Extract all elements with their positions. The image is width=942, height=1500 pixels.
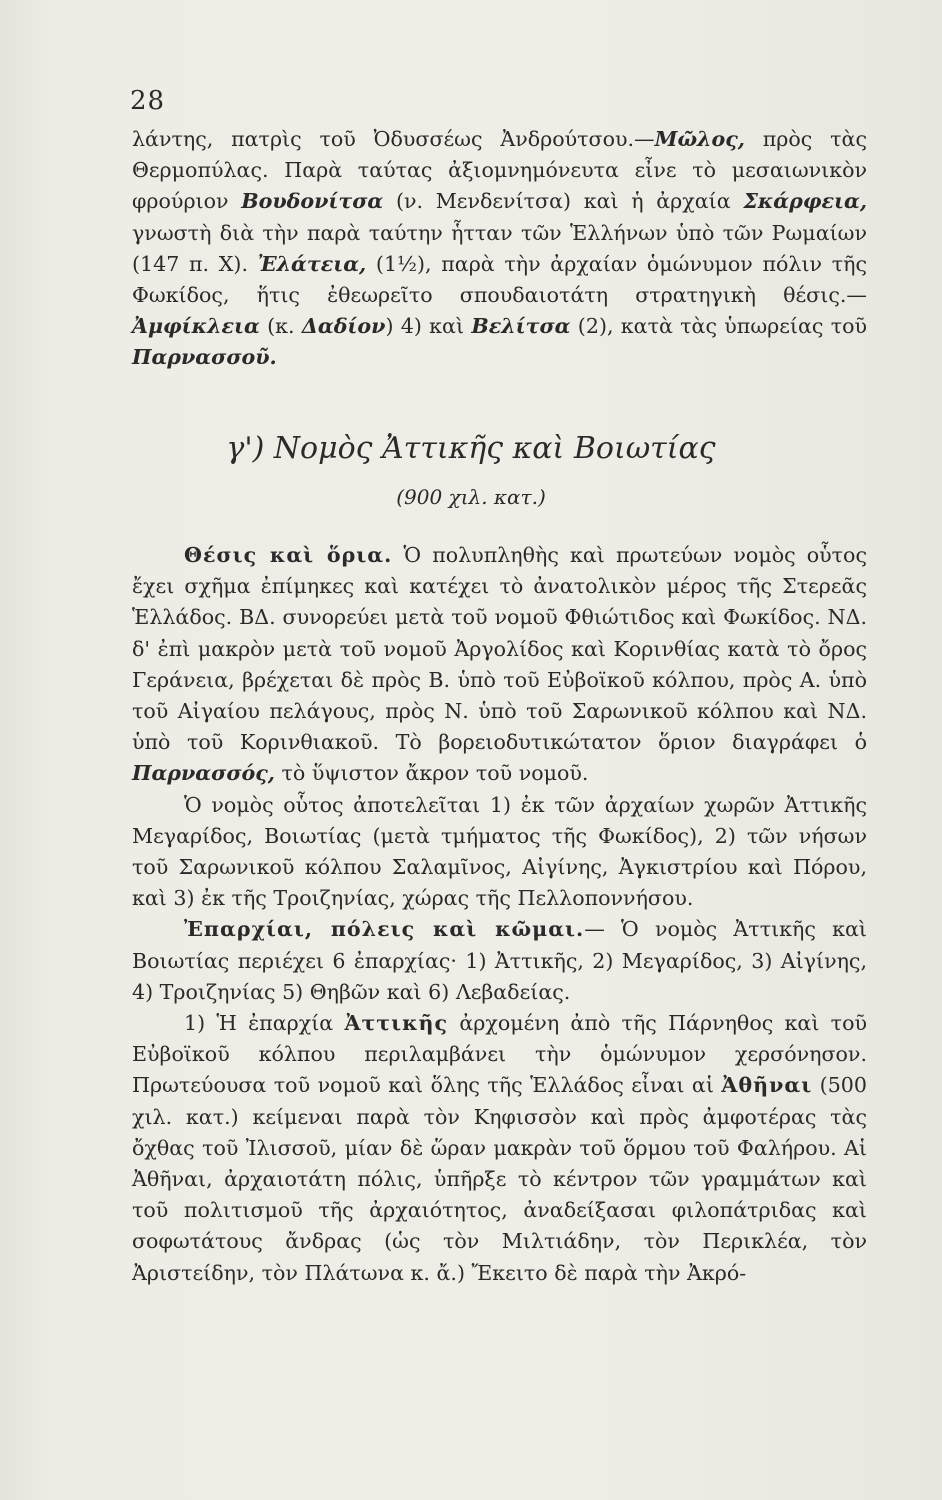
place-dadion: Δαδίον bbox=[301, 314, 386, 339]
intro-paragraph bbox=[132, 124, 867, 374]
text-run: Ὁ πολυπληθὴς καὶ πρωτεύων νομὸς οὗτος ἔχει σχῆμα ἐπίμηκες καὶ κατέχει τὸ ἀνατολικὸν μέρος τῆς Στερεᾶς Ἑλλάδος. ΒΔ. συνορεύει μετὰ τοῦ νομοῦ Φθιώτιδος καὶ Φωκίδος. ΝΔ. δ' ἐπὶ μακρὸν μετὰ τοῦ νομοῦ Ἀργολίδος καὶ Κορινθίας κατὰ τὸ ὄρος Γεράνεια, βρέχεται δὲ πρὸς Β. ὑπὸ τοῦ Εὐβοϊκοῦ κόλπου, πρὸς Α. ὑπὸ τοῦ Αἰγαίου πελάγους, πρὸς Ν. ὑπὸ τοῦ Σαρωνικοῦ κόλπου καὶ ΝΔ. ὑπὸ τοῦ Κορινθιακοῦ. Τὸ βορειοδυτικώτατον ὅριον διαγράφει ὁ bbox=[132, 543, 867, 755]
text-run: — Ὁ νομὸς Ἀττικῆς καὶ Βοιωτίας περιέχει 6 ἐπαρχίας· 1) Ἀττικῆς, 2) Μεγαρίδος, 3) Αἰγίνης, 4) Τροιζηνίας 5) Θηβῶν καὶ 6) Λεβαδείας. bbox=[132, 917, 867, 1004]
text-run: (1½), παρὰ τὴν ἀρχαίαν ὁμώνυμον πόλιν τῆς Φωκίδος, ἥτις ἐθεωρεῖτο σπουδαιοτάτη στρατηγικὴ θέσις.— bbox=[132, 251, 867, 308]
paragraph-lead: Θέσις καὶ ὅρια. bbox=[184, 543, 393, 567]
text-run: γνωστὴ διὰ τὴν παρὰ ταύτην ἧτταν τῶν Ἑλλήνων ὑπὸ τῶν Ρωμαίων (147 π. Χ). bbox=[132, 220, 867, 276]
section-subheading: (900 χιλ. κατ.) bbox=[396, 485, 546, 509]
place-boudonitsa: Βουδονίτσα bbox=[241, 189, 384, 214]
section-body bbox=[132, 540, 867, 1289]
text-run: πρὸς τὰς Θερμοπύλας. Παρὰ ταύτας ἀξιομνημόνευτα εἶνε τὸ μεσαιωνικὸν φρούριον bbox=[132, 127, 867, 214]
paragraph-lead: Ἐπαρχίαι, πόλεις καὶ κῶμαι. bbox=[184, 917, 585, 942]
paragraph-position bbox=[132, 540, 867, 790]
place-elateia: Ἐλάτεια, bbox=[257, 251, 367, 276]
place-molos: Μῶλος, bbox=[654, 127, 745, 151]
text-run: ἀρχομένη ἀπὸ τῆς Πάρνηθος καὶ τοῦ Εὐβοϊκοῦ κόλπου περιλαμβάνει τὴν ὁμώνυμον χερσόνησον. Πρωτεύουσα τοῦ νομοῦ καὶ ὅλης τῆς Ἑλλάδος εἶναι αἱ bbox=[132, 1011, 867, 1098]
page-number: 28 bbox=[130, 86, 166, 116]
paragraph-attica bbox=[132, 1008, 867, 1289]
text-run: τὸ ὕψιστον ἄκρον τοῦ νομοῦ. bbox=[274, 761, 589, 786]
text-run: (500 χιλ. κατ.) κείμεναι παρὰ τὸν Κηφισσὸν καὶ πρὸς ἀμφοτέρας τὰς ὄχθας τοῦ Ἰλισσοῦ, μίαν δὲ ὥραν μακρὰν τοῦ ὅρμου τοῦ Φαλήρου. Αἱ Ἀθῆναι, ἀρχαιοτάτη πόλις, ὑπῆρξε τὸ κέντρον τῶν γραμμάτων καὶ τοῦ πολιτισμοῦ τῆς ἀρχαιότητος, ἀναδείξασαι φιλοπάτριδας καὶ σοφωτάτους ἄνδρας (ὡς τὸν Μιλτιάδην, τὸν Περικλέα, τὸν Ἀριστείδην, τὸν Πλάτωνα κ. ἄ.) Ἔκειτο δὲ παρὰ τὴν Ἀκρό- bbox=[132, 1073, 867, 1285]
text-run: 1) Ἡ ἐπαρχία bbox=[184, 1011, 345, 1036]
text-run: (2), κατὰ τὰς ὑπωρείας τοῦ bbox=[570, 314, 868, 339]
text-run: ) 4) καὶ bbox=[385, 314, 472, 339]
place-parnassos: Παρνασσοῦ. bbox=[132, 345, 277, 370]
place-skarfeia: Σκάρφεια, bbox=[743, 189, 867, 214]
place-amfikleia: Ἀμφίκλεια bbox=[132, 314, 260, 339]
section-heading: γ') Νομὸς Ἀττικῆς καὶ Βοιωτίας bbox=[226, 431, 716, 466]
place-parnassos: Παρνασσός, bbox=[132, 761, 275, 786]
place-belitsa: Βελίτσα bbox=[471, 314, 571, 339]
city-athens: Ἀθῆναι bbox=[721, 1073, 813, 1098]
text-run: λάντης, πατρὶς τοῦ Ὀδυσσέως Ἀνδρούτσου.— bbox=[132, 127, 655, 151]
text-run: (κ. bbox=[259, 314, 302, 339]
paragraph-composition: Ὁ νομὸς οὗτος ἀποτελεῖται 1) ἐκ τῶν ἀρχαίων χωρῶν Ἀττικῆς Μεγαρίδος, Βοιωτίας (μετὰ τμήματος τῆς Φωκίδος), 2) τῶν νήσων τοῦ Σαρωνικοῦ κόλπου Σαλαμῖνος, Αἰγίνης, Ἀγκιστρίου καὶ Πόρου, καὶ 3) ἐκ τῆς Τροιζηνίας, χώρας τῆς Πελλοποννήσου. bbox=[132, 792, 867, 911]
province-attiki: Ἀττικῆς bbox=[344, 1011, 449, 1036]
intro-text bbox=[132, 124, 867, 374]
text-run: (ν. Μενδενίτσα) καὶ ἡ ἀρχαία bbox=[383, 189, 744, 214]
paragraph-provinces bbox=[132, 914, 867, 1008]
